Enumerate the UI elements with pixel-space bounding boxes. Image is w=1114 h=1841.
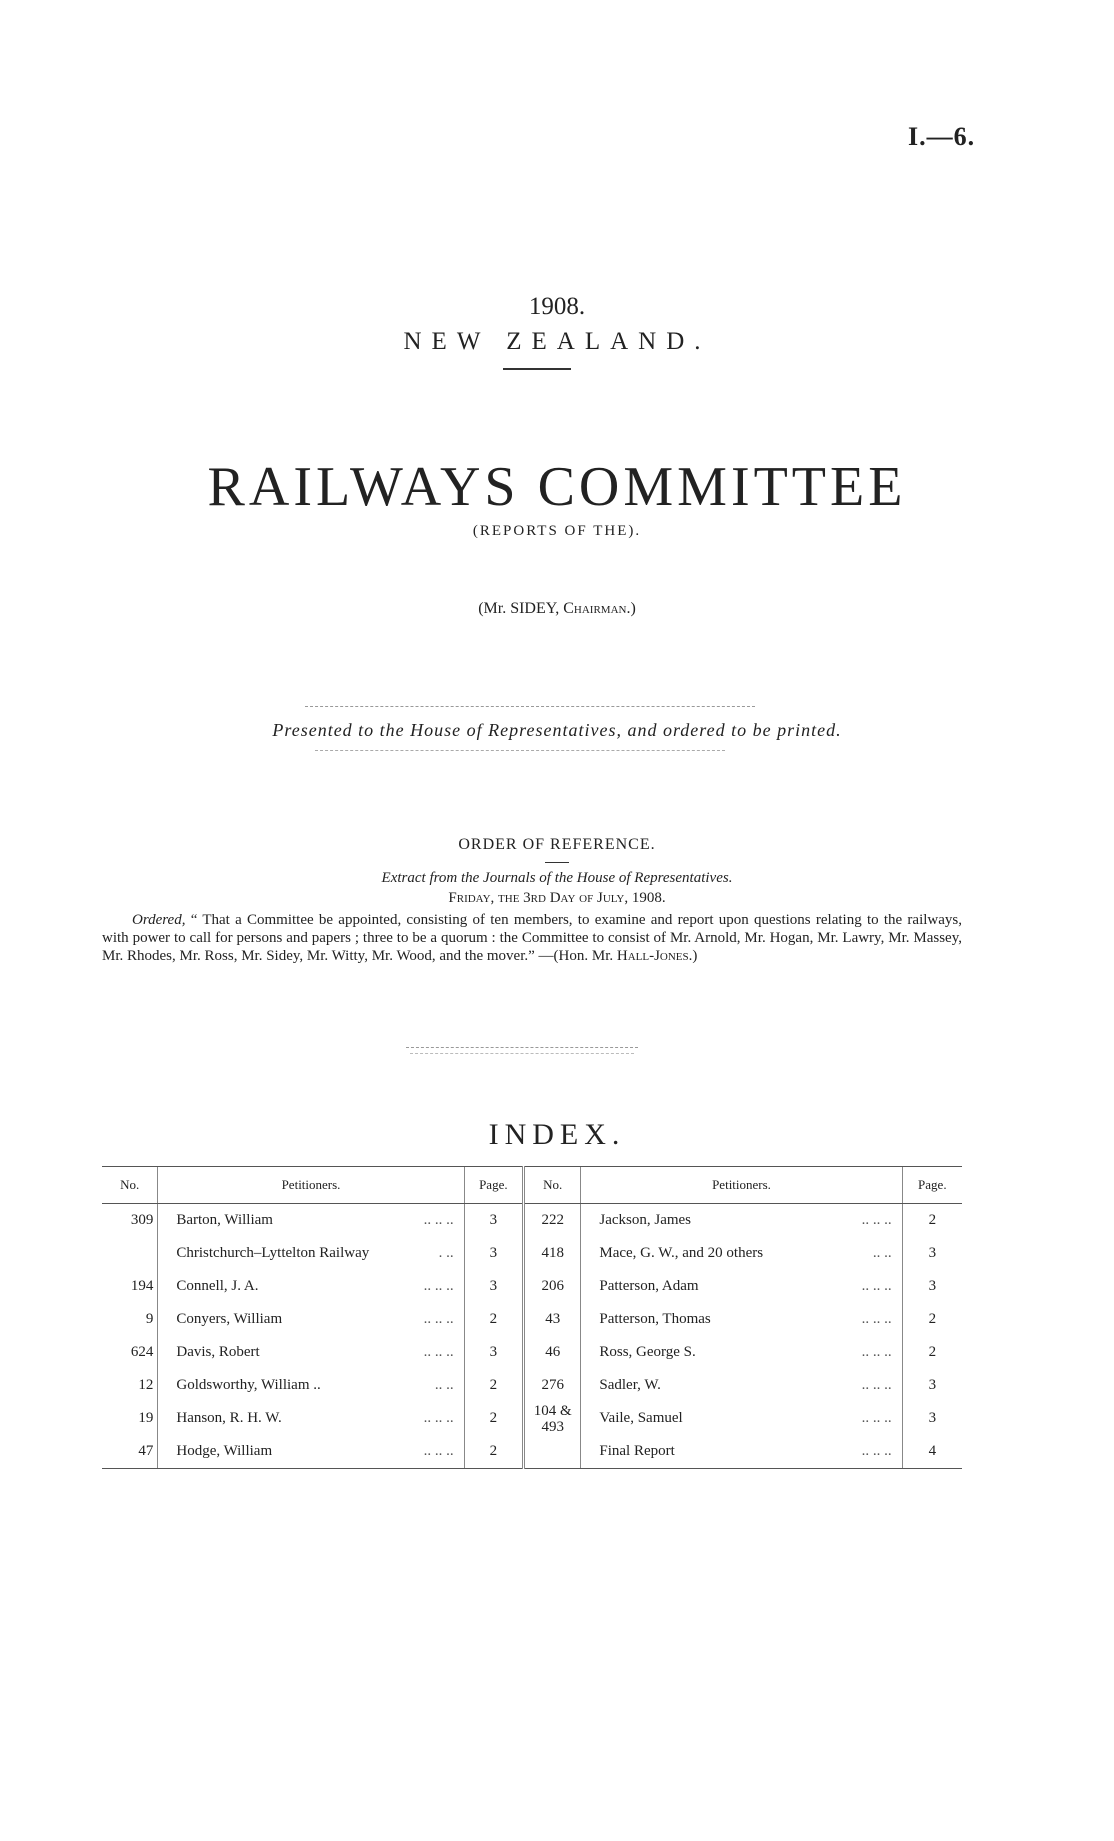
col-header-page: Page. xyxy=(464,1167,523,1204)
cell-no: 206 xyxy=(524,1270,581,1303)
cell-page: 3 xyxy=(464,1270,523,1303)
leader-dots: .. .. .. xyxy=(861,1410,892,1426)
cell-no: 194 xyxy=(130,1278,154,1294)
index-table xyxy=(102,1166,962,1469)
leader-dots: .. .. xyxy=(872,1245,892,1261)
cell-no: 309 xyxy=(130,1212,154,1228)
petitioner-name: Barton, William xyxy=(176,1212,273,1228)
petitioner-name: Jackson, James xyxy=(599,1212,692,1228)
petitioner-name: Mace, G. W., and 20 others xyxy=(599,1245,764,1261)
cell-petitioner xyxy=(158,1303,464,1336)
col-header-no: No. xyxy=(102,1167,158,1204)
leader-dots: .. .. xyxy=(434,1377,454,1393)
leader-dots: .. .. .. xyxy=(423,1278,454,1294)
cell-petitioner xyxy=(581,1402,902,1435)
cell-no: 46 xyxy=(524,1336,581,1369)
cell-petitioner xyxy=(581,1303,902,1336)
table-row xyxy=(102,1237,962,1270)
cell-petitioner xyxy=(158,1237,464,1270)
cell-page: 3 xyxy=(464,1336,523,1369)
document-title: RAILWAYS COMMITTEE xyxy=(207,456,907,518)
divider xyxy=(545,862,569,863)
cell-page: 2 xyxy=(464,1402,523,1435)
cell-page: 2 xyxy=(464,1369,523,1402)
order-body-close: .) xyxy=(688,948,698,964)
cell-page: 2 xyxy=(464,1303,523,1336)
cell-no: 624 xyxy=(130,1344,154,1360)
table-row xyxy=(102,1369,962,1402)
cell-no: 19 xyxy=(138,1410,154,1426)
leader-dots: .. .. .. xyxy=(423,1443,454,1459)
cell-petitioner xyxy=(581,1270,902,1303)
chairman-close: .) xyxy=(626,600,636,617)
cell-petitioner xyxy=(581,1237,902,1270)
cell-page: 2 xyxy=(902,1303,962,1336)
cell-page: 4 xyxy=(902,1435,962,1469)
leader-dots: .. .. .. xyxy=(861,1212,892,1228)
cell-no xyxy=(524,1435,581,1469)
leader-dots: .. .. .. xyxy=(861,1344,892,1360)
leader-dots: .. .. .. xyxy=(423,1311,454,1327)
cell-page: 3 xyxy=(902,1237,962,1270)
table-row xyxy=(102,1204,962,1238)
index-title: INDEX. xyxy=(488,1118,626,1151)
cell-no: 47 xyxy=(102,1435,158,1469)
cell-page: 3 xyxy=(902,1369,962,1402)
document-subtitle: (REPORTS OF THE). xyxy=(472,523,642,539)
leader-dots: .. .. .. xyxy=(861,1377,892,1393)
divider xyxy=(406,1047,638,1048)
petitioner-name: Hanson, R. H. W. xyxy=(176,1410,282,1426)
cell-page: 2 xyxy=(464,1435,523,1469)
country: NEW ZEALAND. xyxy=(403,328,711,355)
extract-line: Extract from the Journals of the House of Representatives. xyxy=(381,870,733,886)
cell-page: 3 xyxy=(902,1402,962,1435)
petitioner-name: Davis, Robert xyxy=(176,1344,260,1360)
col-header-petitioners: Petitioners. xyxy=(158,1167,464,1204)
presented-line: Presented to the House of Representatives, and ordered to be printed. xyxy=(272,720,842,740)
petitioner-name: Connell, J. A. xyxy=(176,1278,259,1294)
cell-no: 12 xyxy=(138,1377,154,1393)
chairman-open: (Mr. SIDEY, xyxy=(478,600,564,617)
leader-dots: . .. xyxy=(438,1245,454,1261)
cell-petitioner xyxy=(581,1369,902,1402)
divider xyxy=(305,706,755,707)
cell-page: 2 xyxy=(902,1204,962,1238)
leader-dots: .. .. .. xyxy=(423,1344,454,1360)
cell-no: 276 xyxy=(524,1369,581,1402)
col-header-no: No. xyxy=(524,1167,581,1204)
petitioner-name: Christchurch–Lyttelton Railway xyxy=(176,1245,370,1261)
cell-no: 104 & 493 xyxy=(524,1402,581,1435)
cell-petitioner xyxy=(158,1402,464,1435)
order-paragraph xyxy=(102,911,962,965)
cell-page: 3 xyxy=(464,1204,523,1238)
table-row xyxy=(102,1303,962,1336)
cell-petitioner xyxy=(581,1204,902,1238)
mover-name: Hall-Jones xyxy=(616,948,689,964)
petitioner-name: Final Report xyxy=(599,1443,675,1459)
petitioner-name: Patterson, Adam xyxy=(599,1278,699,1294)
petitioner-name: Sadler, W. xyxy=(599,1377,661,1393)
divider xyxy=(410,1053,634,1054)
leader-dots: .. .. .. xyxy=(861,1443,892,1459)
cell-no: 43 xyxy=(524,1303,581,1336)
cell-page: 2 xyxy=(902,1336,962,1369)
petitioner-name: Ross, George S. xyxy=(599,1344,696,1360)
paper-reference: I.—6. xyxy=(908,122,976,151)
date-line: Friday, the 3rd Day of July, 1908. xyxy=(448,890,666,906)
cell-no: 418 xyxy=(524,1237,581,1270)
cell-petitioner xyxy=(158,1435,464,1469)
cell-petitioner xyxy=(581,1435,902,1469)
leader-dots: .. .. .. xyxy=(861,1311,892,1327)
leader-dots: .. .. .. xyxy=(423,1410,454,1426)
cell-no: 9 xyxy=(145,1311,154,1327)
divider xyxy=(503,368,571,370)
cell-petitioner xyxy=(581,1336,902,1369)
leader-dots: .. .. .. xyxy=(423,1212,454,1228)
petitioner-name: Goldsworthy, William .. xyxy=(176,1377,321,1393)
order-of-reference-heading: ORDER OF REFERENCE. xyxy=(458,836,656,853)
cell-no xyxy=(102,1237,158,1270)
order-body: “ That a Committee be appointed, consisting of ten members, to examine and report upon questions relating to the railways, with power to call for persons and papers ; three to be a quorum : the Committee to consist of Mr. Arnold, Mr. Hogan, Mr. Lawry, Mr. Massey, Mr. Rhodes, Mr. Ross, Mr. Sidey, Mr. Witty, Mr. Wood, and the mover.” —(Hon. Mr. xyxy=(102,912,962,964)
cell-petitioner xyxy=(158,1336,464,1369)
table-row xyxy=(102,1336,962,1369)
table-row xyxy=(102,1402,962,1435)
cell-page: 3 xyxy=(902,1270,962,1303)
col-header-page: Page. xyxy=(902,1167,962,1204)
leader-dots: .. .. .. xyxy=(861,1278,892,1294)
petitioner-name: Patterson, Thomas xyxy=(599,1311,711,1327)
table-row xyxy=(102,1270,962,1303)
chairman-line xyxy=(0,600,1114,618)
cell-page: 3 xyxy=(464,1237,523,1270)
table-row xyxy=(102,1435,962,1469)
col-header-petitioners: Petitioners. xyxy=(581,1167,902,1204)
divider xyxy=(315,750,725,751)
petitioner-name: Conyers, William xyxy=(176,1311,283,1327)
cell-no: 222 xyxy=(524,1204,581,1238)
chairman-role: Chairman xyxy=(563,600,627,617)
petitioner-name: Hodge, William xyxy=(176,1443,273,1459)
year: 1908. xyxy=(528,293,586,320)
cell-petitioner xyxy=(158,1204,464,1238)
index-header-row xyxy=(102,1167,962,1204)
cell-petitioner xyxy=(158,1369,464,1402)
ordered-word: Ordered, xyxy=(132,912,186,928)
cell-petitioner xyxy=(158,1270,464,1303)
petitioner-name: Vaile, Samuel xyxy=(599,1410,683,1426)
